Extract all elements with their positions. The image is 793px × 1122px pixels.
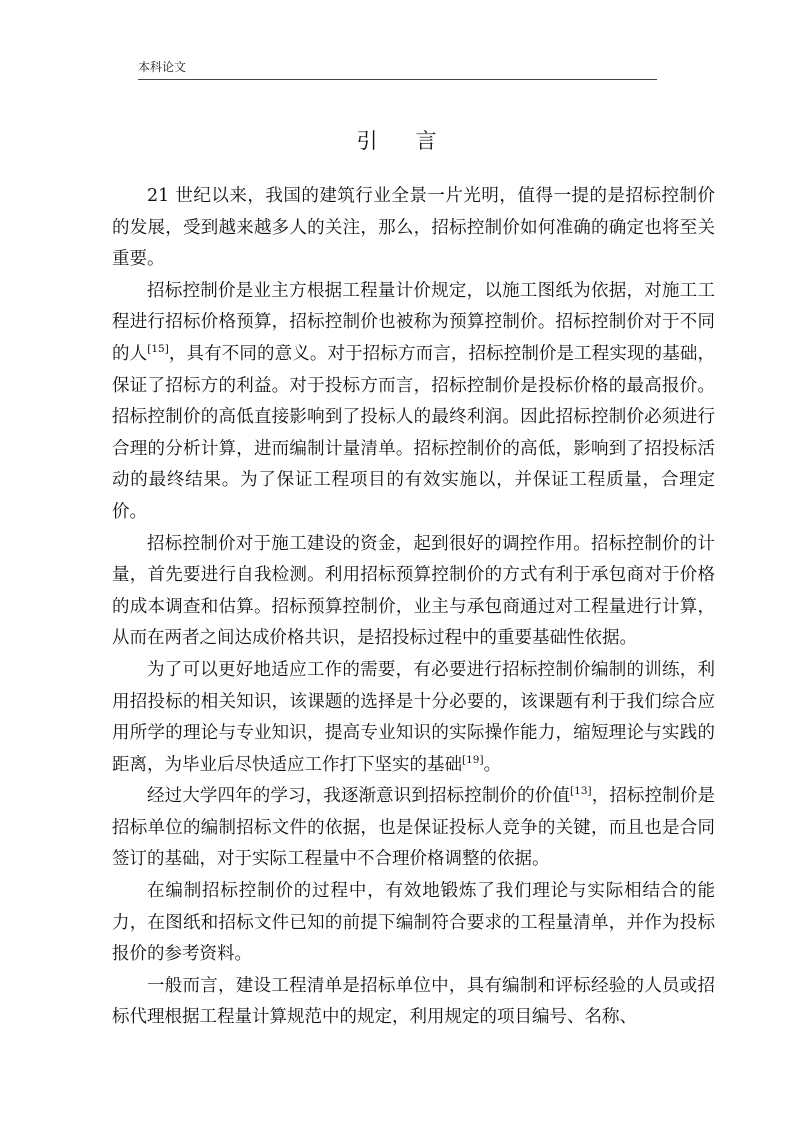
paragraph-3: [112, 529, 715, 655]
paragraph-text: 经过大学四年的学习，我逐渐意识到招标控制价的价值: [147, 786, 571, 807]
paragraph-7: [112, 971, 715, 1034]
citation-marker: [15]: [147, 343, 169, 356]
paragraph-6: [112, 876, 715, 971]
paragraph-2: [112, 276, 715, 529]
paragraph-text: 招标控制价对于施工建设的资金，起到很好的调控作用。招标控制价的计量，首先要进行自我检测。利用招标预算控制价的方式有利于承包商对于价格的成本调查和估算。招标预算控制价，业主与承包商通过对工程量进行计算，从而在两者之间达成价格共识，是招投标过程中的重要基础性依据。: [112, 533, 715, 649]
body-text: [112, 181, 715, 1034]
paragraph-text: ，具有不同的意义。对于招标方而言，招标控制价是工程实现的基础，保证了招标方的利益。对于投标方而言，招标控制价是投标价格的最高报价。招标控制价的高低直接影响到了投标人的最终利润。因此招标控制价必须进行合理的分析计算，进而编制计量清单。招标控制价的高低，影响到了招投标活动的最终结果。为了保证工程项目的有效实施以，并保证工程质量，合理定价。: [112, 343, 716, 522]
paragraph-text: 21 世纪以来，我国的建筑行业全景一片光明，值得一提的是招标控制价的发展，受到越来越多人的关注，那么，招标控制价如何准确的确定也将至关重要。: [112, 186, 715, 270]
section-title: 引言: [356, 129, 475, 153]
paragraph-text: 。: [483, 754, 502, 775]
citation-marker: [19]: [462, 753, 484, 766]
running-header: 本科论文: [138, 59, 657, 80]
citation-marker: [13]: [570, 785, 592, 798]
paragraph-4: [112, 655, 715, 781]
paragraph-text: ，招标控制价是招标单位的编制招标文件的依据，也是保证投标人竞争的关键，而且也是合同签订的基础，对于实际工程量中不合理价格调整的依据。: [112, 786, 715, 870]
paragraph-5: [112, 781, 715, 876]
paragraph-text: 一般而言，建设工程清单是招标单位中，具有编制和评标经验的人员或招标代理根据工程量计算规范中的规定，利用规定的项目编号、名称、: [112, 975, 715, 1028]
paragraph-text: 为了可以更好地适应工作的需要，有必要进行招标控制价编制的训练，利用招投标的相关知识，该课题的选择是十分必要的，该课题有利于我们综合应用所学的理论与专业知识，提高专业知识的实际操作能力，缩短理论与实践的距离，为毕业后尽快适应工作打下坚实的基础: [112, 659, 715, 775]
paragraph-text: 招标控制价是业主方根据工程量计价规定，以施工图纸为依据，对施工工程进行招标价格预算，招标控制价也被称为预算控制价。招标控制价对于不同的人: [112, 280, 715, 364]
paragraph-text: 在编制招标控制价的过程中，有效地锻炼了我们理论与实际相结合的能力，在图纸和招标文件已知的前提下编制符合要求的工程量清单，并作为投标报价的参考资料。: [112, 881, 715, 965]
paragraph-1: [112, 181, 715, 276]
